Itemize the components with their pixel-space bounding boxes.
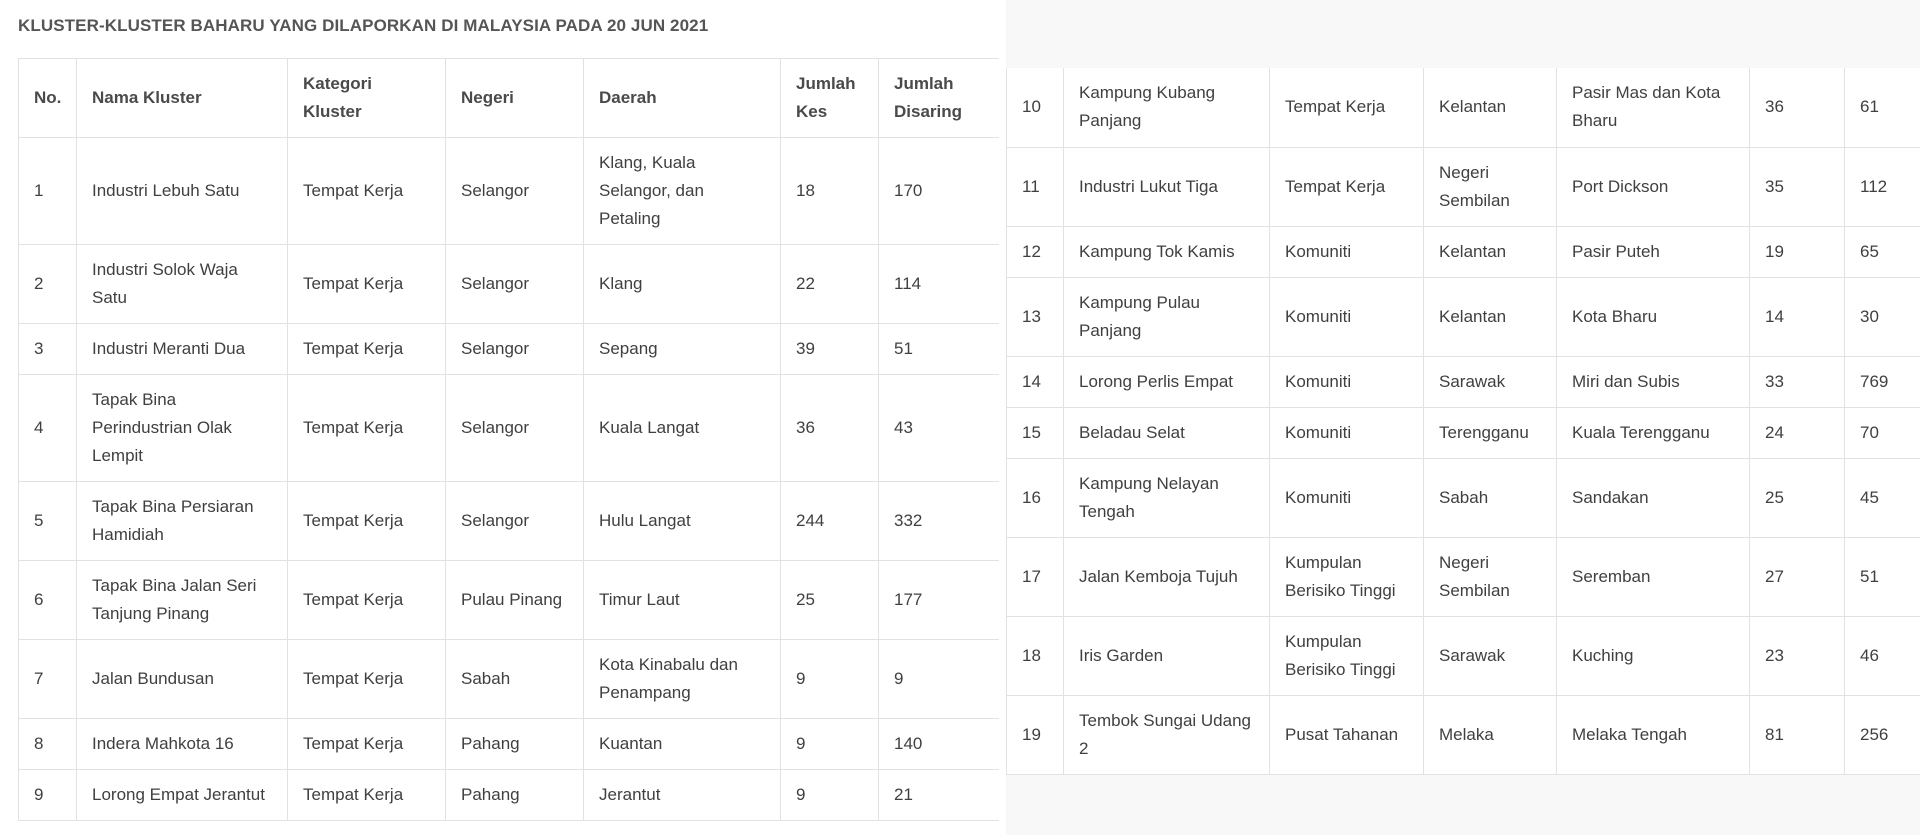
header-jumlah-disaring: Jumlah Disaring (879, 59, 999, 138)
cell-kategori-kluster: Kumpulan Berisiko Tinggi (1270, 616, 1424, 695)
cluster-table-part-2 (1006, 68, 1920, 775)
cell-kategori-kluster: Tempat Kerja (288, 375, 446, 482)
cell-jumlah-disaring: 177 (879, 561, 999, 640)
cell-negeri: Pulau Pinang (446, 561, 584, 640)
cell-jumlah-disaring: 114 (879, 245, 999, 324)
table-row (19, 719, 999, 770)
cell-kategori-kluster: Tempat Kerja (288, 561, 446, 640)
cell-no: 18 (1007, 616, 1064, 695)
table-row (19, 138, 999, 245)
cell-no: 19 (1007, 695, 1064, 774)
cell-kategori-kluster: Tempat Kerja (288, 640, 446, 719)
table-row (19, 561, 999, 640)
cell-jumlah-kes: 27 (1750, 537, 1845, 616)
cell-kategori-kluster: Komuniti (1270, 226, 1424, 277)
cell-jumlah-disaring: 9 (879, 640, 999, 719)
cell-daerah: Seremban (1557, 537, 1750, 616)
cell-jumlah-kes: 36 (1750, 68, 1845, 147)
cell-daerah: Kota Bharu (1557, 277, 1750, 356)
header-negeri: Negeri (446, 59, 584, 138)
header-nama-kluster: Nama Kluster (77, 59, 288, 138)
header-kategori-kluster: Kategori Kluster (288, 59, 446, 138)
cell-jumlah-kes: 22 (781, 245, 879, 324)
table-row (1007, 407, 1920, 458)
cell-daerah: Pasir Mas dan Kota Bharu (1557, 68, 1750, 147)
cell-kategori-kluster: Tempat Kerja (288, 482, 446, 561)
cell-jumlah-kes: 9 (781, 640, 879, 719)
cell-nama-kluster: Tapak Bina Persiaran Hamidiah (77, 482, 288, 561)
cell-negeri: Melaka (1424, 695, 1557, 774)
table-row (1007, 68, 1920, 147)
cell-no: 17 (1007, 537, 1064, 616)
table-row (19, 245, 999, 324)
cell-kategori-kluster: Komuniti (1270, 277, 1424, 356)
cell-negeri: Selangor (446, 482, 584, 561)
cell-no: 11 (1007, 147, 1064, 226)
cell-jumlah-kes: 39 (781, 324, 879, 375)
cell-jumlah-kes: 14 (1750, 277, 1845, 356)
table-row (1007, 147, 1920, 226)
cell-kategori-kluster: Tempat Kerja (288, 719, 446, 770)
cell-daerah: Pasir Puteh (1557, 226, 1750, 277)
cell-negeri: Kelantan (1424, 277, 1557, 356)
cell-kategori-kluster: Komuniti (1270, 356, 1424, 407)
header-no: No. (19, 59, 77, 138)
cell-negeri: Negeri Sembilan (1424, 147, 1557, 226)
cell-negeri: Kelantan (1424, 226, 1557, 277)
cell-no: 5 (19, 482, 77, 561)
cell-nama-kluster: Lorong Perlis Empat (1064, 356, 1270, 407)
cell-jumlah-kes: 36 (781, 375, 879, 482)
cell-daerah: Klang, Kuala Selangor, dan Petaling (584, 138, 781, 245)
cell-daerah: Kuala Langat (584, 375, 781, 482)
cell-no: 15 (1007, 407, 1064, 458)
cell-jumlah-kes: 18 (781, 138, 879, 245)
header-daerah: Daerah (584, 59, 781, 138)
cell-jumlah-disaring: 46 (1845, 616, 1920, 695)
cell-jumlah-disaring: 51 (1845, 537, 1920, 616)
cell-kategori-kluster: Tempat Kerja (1270, 68, 1424, 147)
cell-no: 14 (1007, 356, 1064, 407)
cell-nama-kluster: Kampung Kubang Panjang (1064, 68, 1270, 147)
table-row (1007, 356, 1920, 407)
cell-no: 3 (19, 324, 77, 375)
cell-jumlah-disaring: 61 (1845, 68, 1920, 147)
cell-nama-kluster: Industri Solok Waja Satu (77, 245, 288, 324)
cell-kategori-kluster: Tempat Kerja (1270, 147, 1424, 226)
cell-jumlah-kes: 23 (1750, 616, 1845, 695)
cell-daerah: Timur Laut (584, 561, 781, 640)
cell-jumlah-disaring: 45 (1845, 458, 1920, 537)
cell-nama-kluster: Kampung Pulau Panjang (1064, 277, 1270, 356)
cell-negeri: Selangor (446, 245, 584, 324)
cell-no: 13 (1007, 277, 1064, 356)
cell-nama-kluster: Jalan Bundusan (77, 640, 288, 719)
cell-nama-kluster: Jalan Kemboja Tujuh (1064, 537, 1270, 616)
table-row (1007, 537, 1920, 616)
table-row (19, 324, 999, 375)
cell-negeri: Sabah (446, 640, 584, 719)
cell-daerah: Kuala Terengganu (1557, 407, 1750, 458)
cell-jumlah-kes: 9 (781, 770, 879, 821)
table-row (19, 640, 999, 719)
cell-negeri: Pahang (446, 770, 584, 821)
cell-negeri: Sarawak (1424, 616, 1557, 695)
table-header-row (19, 59, 999, 138)
cell-jumlah-disaring: 140 (879, 719, 999, 770)
cell-daerah: Jerantut (584, 770, 781, 821)
cell-negeri: Pahang (446, 719, 584, 770)
cell-negeri: Selangor (446, 138, 584, 245)
cell-nama-kluster: Industri Meranti Dua (77, 324, 288, 375)
cell-nama-kluster: Indera Mahkota 16 (77, 719, 288, 770)
cell-daerah: Klang (584, 245, 781, 324)
cell-nama-kluster: Tapak Bina Perindustrian Olak Lempit (77, 375, 288, 482)
cell-jumlah-disaring: 256 (1845, 695, 1920, 774)
cell-jumlah-kes: 9 (781, 719, 879, 770)
cell-daerah: Sepang (584, 324, 781, 375)
cell-daerah: Hulu Langat (584, 482, 781, 561)
cell-kategori-kluster: Tempat Kerja (288, 324, 446, 375)
table-row (19, 375, 999, 482)
cell-jumlah-disaring: 65 (1845, 226, 1920, 277)
table-row (1007, 695, 1920, 774)
table-row (19, 482, 999, 561)
table-row (19, 770, 999, 821)
cell-no: 16 (1007, 458, 1064, 537)
table-row (1007, 616, 1920, 695)
cell-negeri: Selangor (446, 324, 584, 375)
cell-no: 12 (1007, 226, 1064, 277)
cell-no: 10 (1007, 68, 1064, 147)
cell-jumlah-kes: 25 (1750, 458, 1845, 537)
page-title: KLUSTER-KLUSTER BAHARU YANG DILAPORKAN DI MALAYSIA PADA 20 JUN 2021 (18, 16, 709, 35)
cell-jumlah-kes: 244 (781, 482, 879, 561)
cell-nama-kluster: Industri Lukut Tiga (1064, 147, 1270, 226)
cell-no: 1 (19, 138, 77, 245)
cell-jumlah-kes: 35 (1750, 147, 1845, 226)
cell-nama-kluster: Kampung Nelayan Tengah (1064, 458, 1270, 537)
cell-negeri: Negeri Sembilan (1424, 537, 1557, 616)
cell-jumlah-disaring: 170 (879, 138, 999, 245)
cell-negeri: Kelantan (1424, 68, 1557, 147)
cell-kategori-kluster: Tempat Kerja (288, 245, 446, 324)
cell-jumlah-disaring: 70 (1845, 407, 1920, 458)
cell-no: 9 (19, 770, 77, 821)
cell-nama-kluster: Beladau Selat (1064, 407, 1270, 458)
cell-negeri: Terengganu (1424, 407, 1557, 458)
cell-no: 6 (19, 561, 77, 640)
cell-no: 7 (19, 640, 77, 719)
cell-daerah: Port Dickson (1557, 147, 1750, 226)
cell-daerah: Kota Kinabalu dan Penampang (584, 640, 781, 719)
cell-jumlah-disaring: 30 (1845, 277, 1920, 356)
cell-jumlah-disaring: 332 (879, 482, 999, 561)
cell-jumlah-kes: 33 (1750, 356, 1845, 407)
cluster-table-part-1 (18, 58, 999, 821)
cell-negeri: Sabah (1424, 458, 1557, 537)
cell-daerah: Sandakan (1557, 458, 1750, 537)
cell-daerah: Miri dan Subis (1557, 356, 1750, 407)
cell-nama-kluster: Tembok Sungai Udang 2 (1064, 695, 1270, 774)
cell-negeri: Sarawak (1424, 356, 1557, 407)
cell-jumlah-disaring: 43 (879, 375, 999, 482)
cell-daerah: Kuantan (584, 719, 781, 770)
cell-daerah: Melaka Tengah (1557, 695, 1750, 774)
table-row (1007, 458, 1920, 537)
cell-daerah: Kuching (1557, 616, 1750, 695)
cell-jumlah-kes: 24 (1750, 407, 1845, 458)
cell-kategori-kluster: Komuniti (1270, 407, 1424, 458)
cell-kategori-kluster: Tempat Kerja (288, 138, 446, 245)
cell-jumlah-kes: 81 (1750, 695, 1845, 774)
table-row (1007, 226, 1920, 277)
cell-negeri: Selangor (446, 375, 584, 482)
cell-no: 4 (19, 375, 77, 482)
cell-jumlah-disaring: 112 (1845, 147, 1920, 226)
cell-kategori-kluster: Kumpulan Berisiko Tinggi (1270, 537, 1424, 616)
cell-jumlah-kes: 19 (1750, 226, 1845, 277)
cell-kategori-kluster: Komuniti (1270, 458, 1424, 537)
cell-jumlah-kes: 25 (781, 561, 879, 640)
cell-nama-kluster: Kampung Tok Kamis (1064, 226, 1270, 277)
cell-nama-kluster: Iris Garden (1064, 616, 1270, 695)
cell-nama-kluster: Lorong Empat Jerantut (77, 770, 288, 821)
table-row (1007, 277, 1920, 356)
cell-no: 2 (19, 245, 77, 324)
cell-jumlah-disaring: 51 (879, 324, 999, 375)
cell-kategori-kluster: Pusat Tahanan (1270, 695, 1424, 774)
cell-jumlah-disaring: 769 (1845, 356, 1920, 407)
cell-nama-kluster: Industri Lebuh Satu (77, 138, 288, 245)
cell-kategori-kluster: Tempat Kerja (288, 770, 446, 821)
cell-jumlah-disaring: 21 (879, 770, 999, 821)
cell-no: 8 (19, 719, 77, 770)
header-jumlah-kes: Jumlah Kes (781, 59, 879, 138)
cell-nama-kluster: Tapak Bina Jalan Seri Tanjung Pinang (77, 561, 288, 640)
